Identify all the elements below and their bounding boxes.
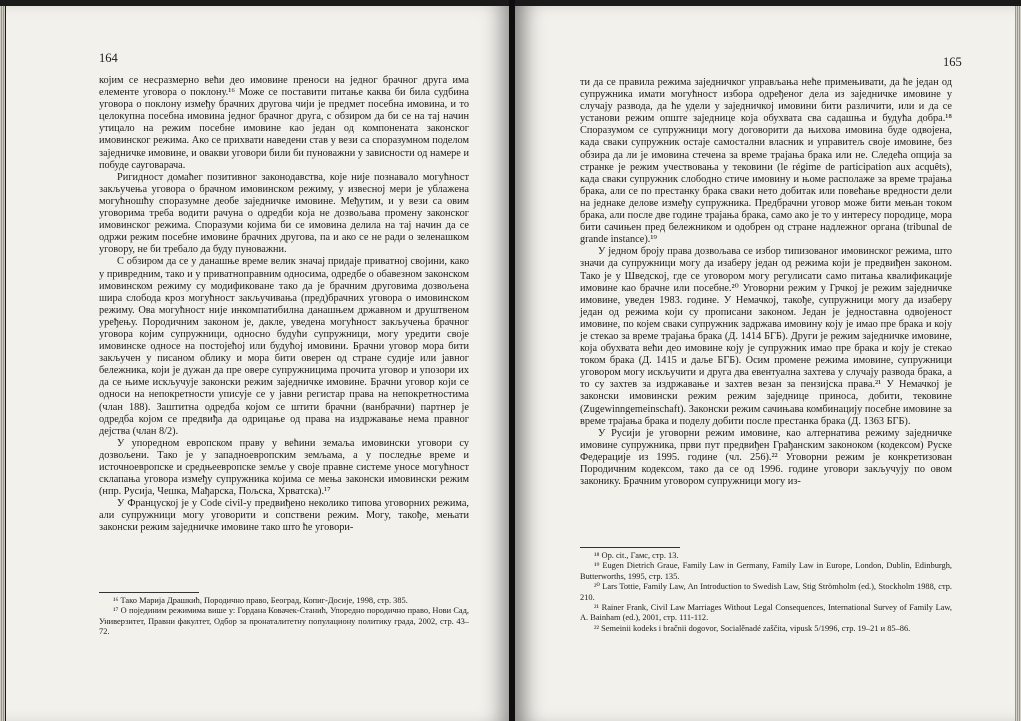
footnote: ²⁰ Lars Tottie, Family Law, An Introduction to Swedish Law, Stig Strömholm (ed.), Stockholm 1988, стр. 210.: [580, 582, 952, 602]
paragraph: ти да се правила режима заједничког управљања неће примењивати, да ће један од супружника имати могућност избора одређеног дела из заједничке имовине у случају развода, да ће удели у заједничкој имовини бити различити, или и да се установи режим опште заједнице која обухвата сва садашња и будућа добра.¹⁸ Споразумом се супружници могу договорити да њихова имовина буде одвојена, када сваки супружник остаје самостални власник и управитељ своје имовине, без обзира да ли је имовина стечена за време трајања брака или не. Следећа опција за странке је режим учествовања у тековини (le régime de participation aux acquêts), када сваки супружник слободно стиче имовину и њоме располаже за време трајања брака, али се по престанку брака сваки нето добитак или повећање вредности дели на једнаке делове између супружника. Предбрачни уговор може бити мењан током брака, али после две године трајања брака, само ако је то у интересу породице, мора бити сачињен пред бележником и одобрен од стране надлежног органа (tribunal de grande instance).¹⁹: [580, 77, 952, 246]
footnotes: [99, 596, 469, 638]
footnote: ²² Semeinii kodeks i bračnii dogovor, Socialěnadé zaščita, vipusk 5/1996, стр. 19–21 и 85–86.: [594, 623, 911, 633]
paragraph: У упоредном европском праву у већини земаља имовински уговори су дозвољени. Тако је у западноевропским земљама, а у последње време и источноевропске и средњеевропске земље у своје правне системе уносе могућност склапања уговора између супружника којима се мења законски имовински режим (нпр. Русија, Чешка, Мађарска, Пољска, Хрватска).¹⁷: [99, 437, 469, 498]
paragraph: У Русији је уговорни режим имовине, као алтернатива режиму заједничке имовине супружника, први пут предвиђен Грађанским законоком (кодексом) Руске Федерације из 1995. године (чл. 256).²² Уговорни режим је конкретизован Породичним кодексом, тако да се од 1996. године уговори закључују по овом законику. Брачним уговором супружници могу из-: [580, 427, 952, 488]
paragraph: С обзиром да се у данашње време велик значај придаје приватној својини, како у привредним, тако и у приватноправним односима, одредбе о обавезном законском имовинском режиму су модификоване тако да је брачним друговима дозвољена шира слобода кроз могућност закључивања (пред)брачних уговора о имовинском режиму. Ова могућност није инкомпатибилна данашњем државном и друштвеном уређењу. Породичним законом је, дакле, уведена могућност закључења брачног уговора којим супружници, односно будући супружници, могу уредити своје имовинске односе на постојећој или будућој имовини. Брачни уговор мора бити закључен у писаном облику и мора бити оверен од стране судије или јавног бележника, који је дужан да пре овере супружницима прочита уговор и упозори их да се њиме искључује законски режим заједничке имовине. Брачни уговор који се односи на непокретности уписује се у јавни регистар права на непокретностима (члан 188). Заштитна одредба којом се штити брачни (ванбрачни) партнер је одредба којом се предвиђа да одрицање од права на издржавање нема правног дејства (члан 8/2).: [99, 256, 469, 437]
footnote: ²¹ Rainer Frank, Civil Law Marriages Without Legal Consequences, International Survey of Family Law, A. Bainham (ed.), 2001, стр. 111-112.: [580, 603, 952, 623]
footnote: ¹⁸ Op. cit., Гамс, стр. 13.: [594, 551, 679, 560]
left-page: [6, 6, 509, 721]
footnote-rule: [580, 547, 680, 548]
page-edges-left: [0, 6, 5, 721]
page-edges-right: [1015, 6, 1021, 721]
footnotes: [580, 551, 952, 634]
paragraph: којим се несразмерно већи део имовине преноси на једног брачног друга има елементе уговора о поклону.¹⁶ Може се поставити питање каква би била судбина уговора о поклону између брачних другова чији је предмет посебна имовина, и то целокупна посебна имовина једног брачног друга, с обзиром да би се на тај начин утицало на режим посебне имовине као један од компонената законског имовинског режима. Ако се прихвати наведени став у вези са споразумном поделом заједничке имовине, и овакви уговори били би пуноважни у зависности од намере и побуде сауговарача.: [99, 75, 469, 171]
footnote: ¹⁹ Eugen Dietrich Graue, Family Law in Germany, Family Law in Europe, London, Dublin, Edinburgh, Butterworths, 1995, стр. 135.: [580, 561, 952, 581]
footnote: ¹⁷ О појединим режимима више у: Гордана Ковачек-Станић, Упоредно породично право, Нови Сад, Универзитет, Правни факултет, Одбор за пронаталитетну популациону политику града, 2002, стр. 43–72.: [99, 606, 469, 637]
paragraph: У једном броју права дозвољава се избор типизованог имовинског режима, што значи да супружници могу да изаберу један од режима који је предвиђен законом. Тако је у Шведској, где се уговором могу регулисати само питања квалификације имовине као брачне или посебне.²⁰ Уговорни режим у Грчкој је режим заједничке имовине, уведен 1983. године. У Немачкој, такође, супружници могу да изаберу један од режима који су прописани законом. Један је једноставна одвојеност имовине, по којем сваки супружник задржава имовину коју је имао пре брака и коју је стекао за време трајања брака (Д. 1414 БГБ). Други је режим заједничке имовине, која обухвата већи део имовине коју је супружник имао пре брака и коју је стекао током брака (Д. 1415 и даље БГБ). Осим промене режима имовине, супружници уговором могу искључити и друга два евентуална захтева у случају развода брака, а то су захтев за издржавање и захтев везан за пензијска права.²¹ У Немачкој је законски имовински режим режим заједнице приноса, добити, тековине (Zugewinngemeinschaft). Законски режим сачињава комбинацију посебне имовине за време трајања брака и поделу добити после престанка брака (Д. 1363 БГБ).: [580, 246, 952, 427]
page-number: 165: [943, 55, 962, 69]
body-text: [99, 75, 469, 535]
page-number: 164: [99, 51, 118, 65]
footnote-rule: [99, 592, 199, 593]
paragraph: Ригидност домаћег позитивног законодавства, које није познавало могућност закључења уговора о брачном имовинском режиму, у извесној мери је ублажена могућношћу споразумне деобе заједничке имовине. Међутим, и у вези са овим уговорима треба водити рачуна о одредби која не дозвољава промену законског имовинског режима. Споразуми којима би се имовина делила на тај начин да се одржи режим посебне имовине брачних другова, па и ако се не ради о зеленашком уговору, не би требало да буду пуноважни.: [99, 171, 469, 256]
footnote: ¹⁶ Тако Марија Драшкић, Породично право, Београд, Копиг-Досије, 1998, стр. 385.: [113, 596, 408, 605]
body-text: [580, 77, 952, 488]
right-page: [515, 6, 1015, 721]
paragraph: У Француској је у Code civil-у предвиђено неколико типова уговорних режима, али супружници могу уговорити и сопствени режим. Могу, такође, мењати законски режим заједничке имовине тако што ће уговори-: [99, 498, 469, 534]
